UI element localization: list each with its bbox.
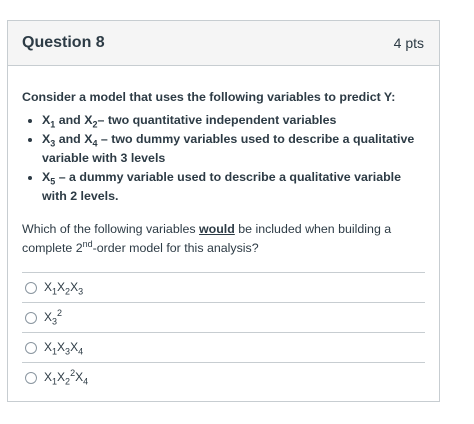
radio-button[interactable] [25,372,37,384]
answer-label: $X_1X_2^2X_4$ [44,368,89,387]
question-header [8,21,439,66]
radio-button[interactable] [25,342,37,354]
question-intro: Consider a model that uses the following variables to predict Y: [22,90,396,104]
answer-option-4[interactable] [22,362,425,392]
question-prompt: Which of the following variables would be included when building a complete 2nd-order model for this analysis? [22,222,392,255]
question-title: Question 8 [22,34,105,51]
list-item: • $X_1$ and $X_2-$ two quantitative independent variables [42,111,425,130]
variable-list [22,111,425,206]
question-points: 4 pts [393,35,424,51]
radio-button[interactable] [25,312,37,324]
answer-option-3[interactable] [22,332,425,362]
question-card [7,20,440,402]
question-body [8,66,439,392]
list-item: • $X_3$ and $X_4$ – two dummy variables used to describe a qualitative variable with 3 levels [42,130,425,168]
list-item: • $X_5$ – a dummy variable used to describe a qualitative variable with 2 levels. [42,168,425,206]
answer-option-2[interactable] [22,302,425,332]
answer-option-1[interactable] [22,272,425,302]
answer-label: $X_3^2$ [44,308,63,327]
answer-list [22,272,425,392]
radio-button[interactable] [25,282,37,294]
answer-label: $X_1X_3X_4$ [44,340,84,357]
answer-label: $X_1X_2X_3$ [44,280,84,297]
